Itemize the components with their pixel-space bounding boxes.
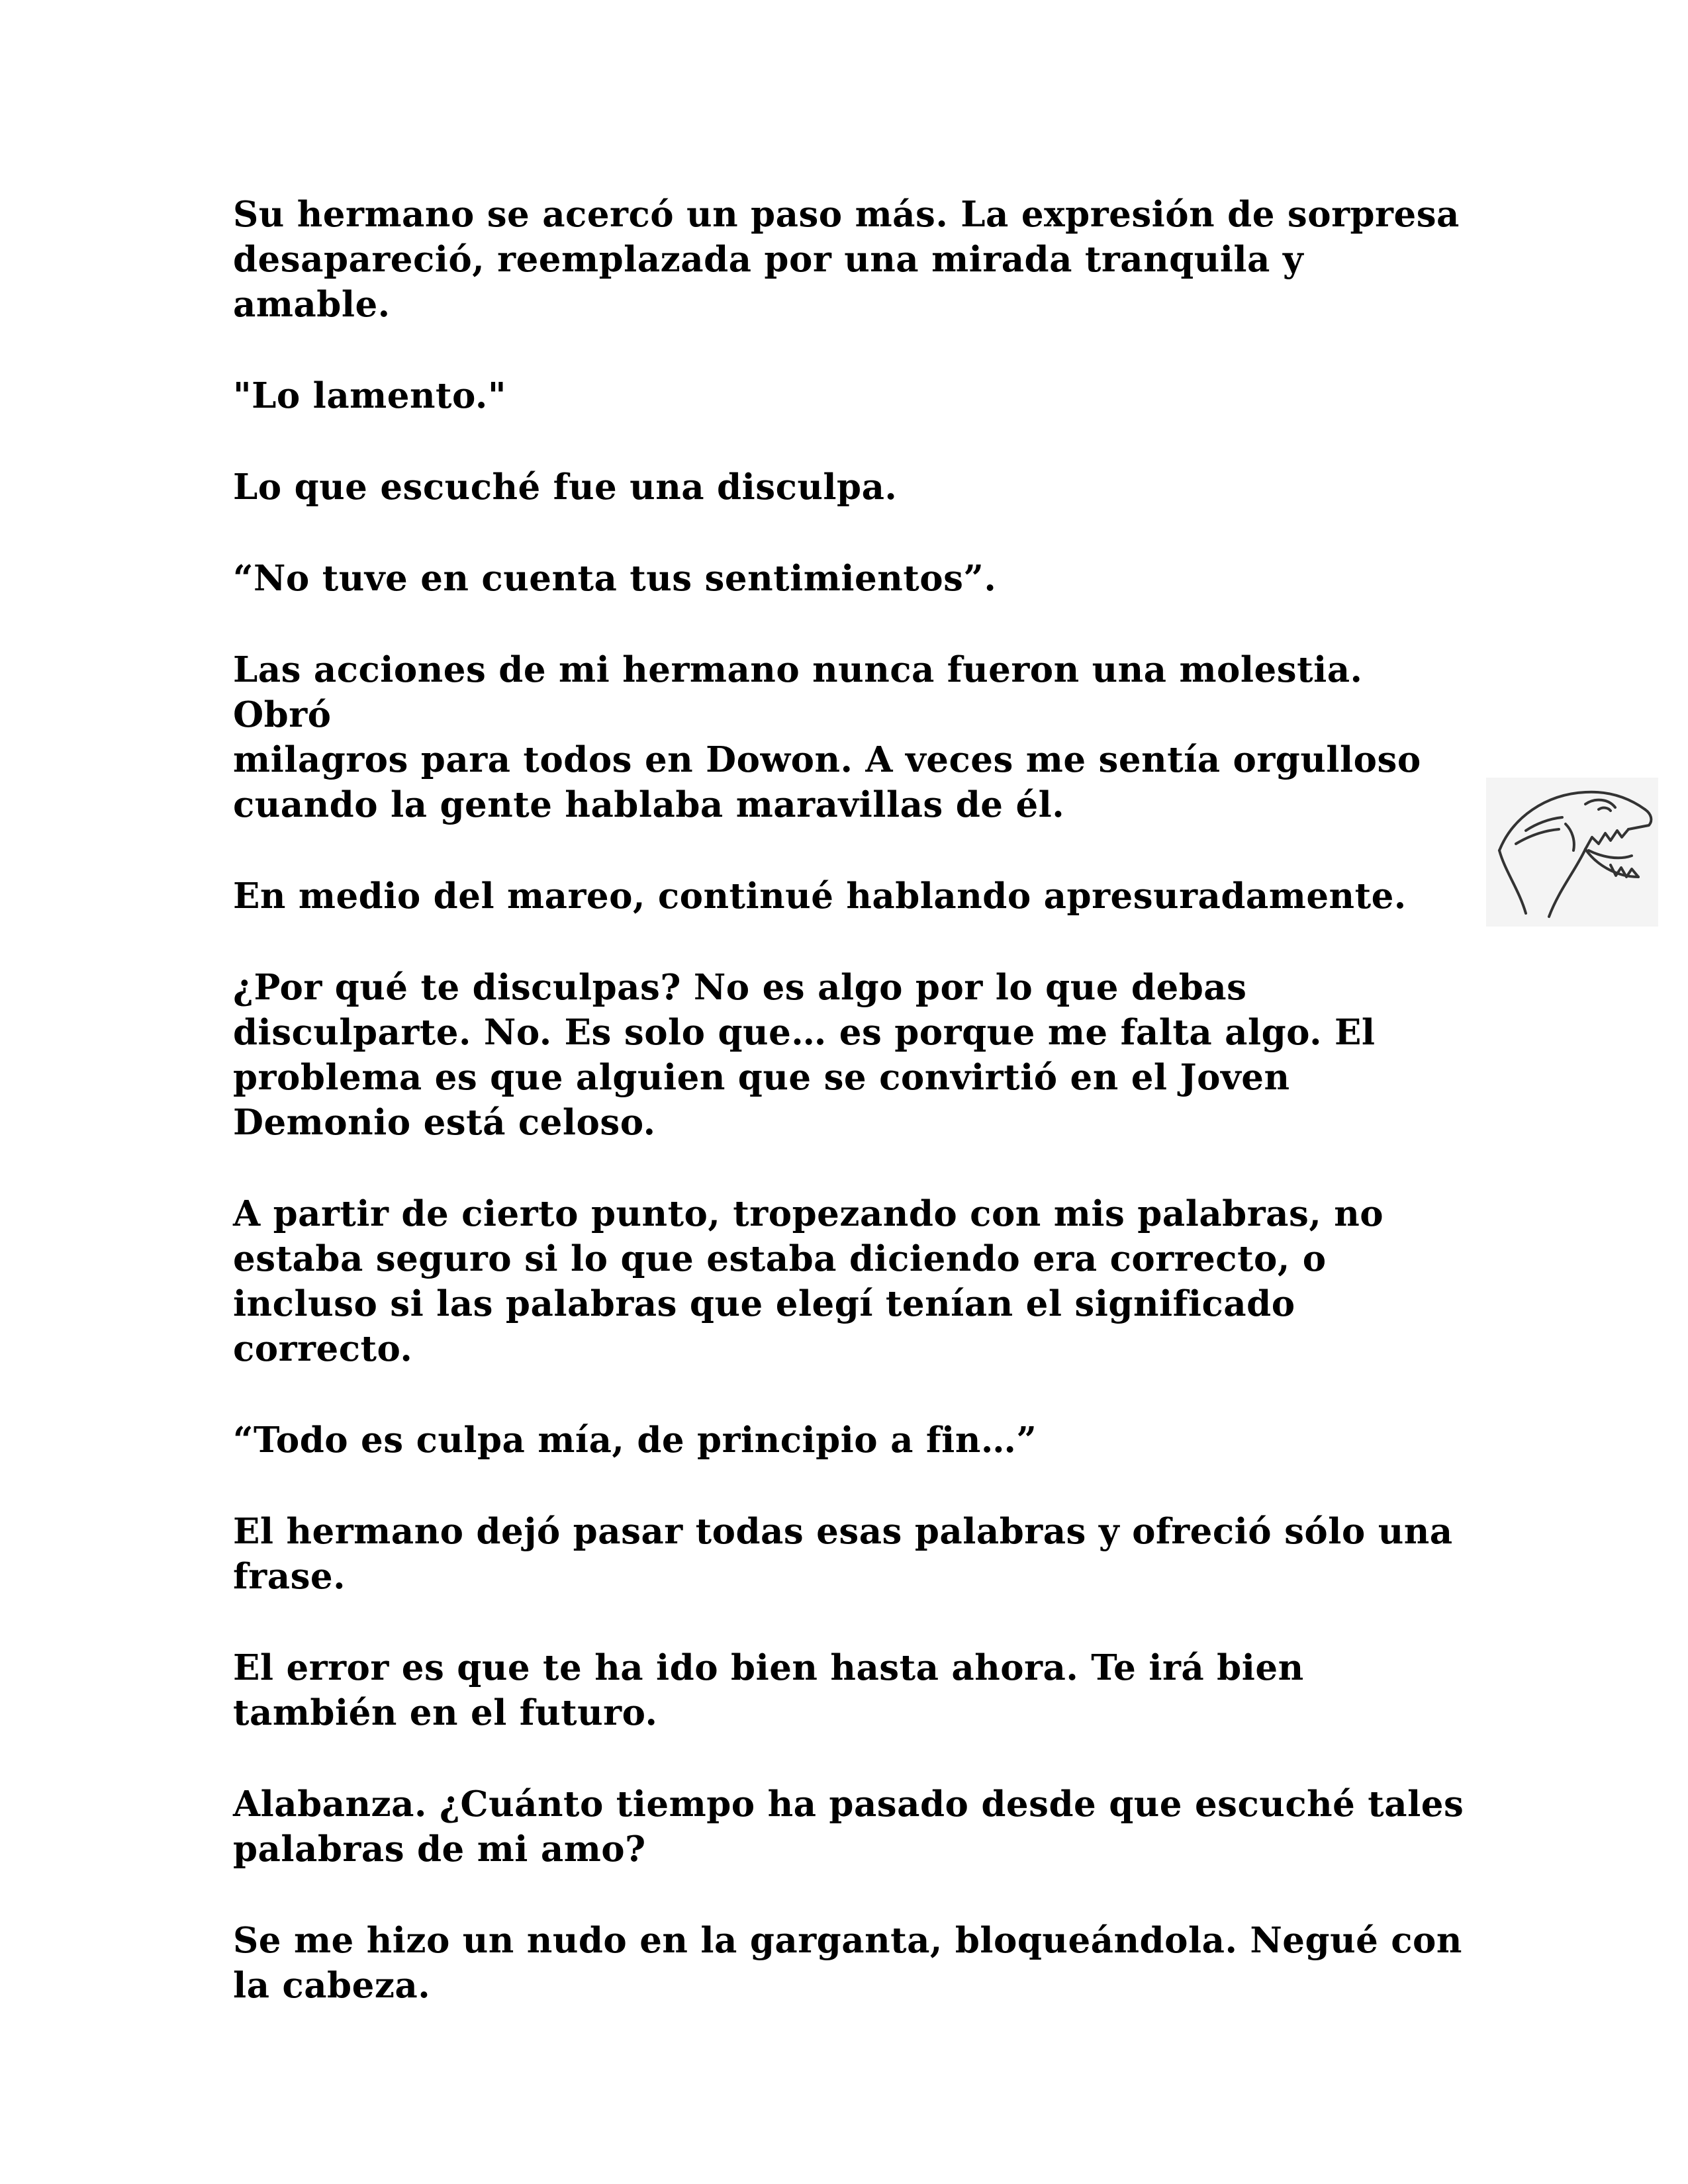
paragraph: Su hermano se acercó un paso más. La expresión de sorpresa desapareció, reemplazada por una mirada tranquila y amable. [233,194,1460,325]
paragraph: En medio del mareo, continué hablando apresuradamente. [233,876,1407,917]
paragraph: "Lo lamento." [233,375,506,416]
paragraph: El hermano dejó pasar todas esas palabras y ofreció sólo una frase. [233,1511,1453,1597]
paragraph: “No tuve en cuenta tus sentimientos”. [233,558,997,599]
paragraph: El error es que te ha ido bien hasta ahora. Te irá bien también en el futuro. [233,1647,1304,1733]
paragraph: Las acciones de mi hermano nunca fueron una molestia. Obró milagros para todos en Dowon. A veces me sentía orgulloso cuando la gente hablaba maravillas de él. [233,649,1421,825]
paragraph: “Todo es culpa mía, de principio a fin…” [233,1420,1037,1461]
paragraph: A partir de cierto punto, tropezando con mis palabras, no estaba seguro si lo que estaba diciendo era correcto, o incluso si las palabras que elegí tenían el significado correcto. [233,1193,1384,1369]
paragraph: Alabanza. ¿Cuánto tiempo ha pasado desde que escuché tales palabras de mi amo? [233,1784,1464,1870]
paragraph: ¿Por qué te disculpas? No es algo por lo que debas disculparte. No. Es solo que… es porque me falta algo. El problema es que alguien que se convirtió en el Joven Demonio está celoso. [233,967,1376,1143]
body-text [233,192,1471,2054]
paragraph: Se me hizo un nudo en la garganta, bloqueándola. Negué con la cabeza. [233,1920,1462,2006]
paragraph: Lo que escuché fue una disculpa. [233,467,898,508]
dinosaur-head-icon [1486,778,1658,927]
